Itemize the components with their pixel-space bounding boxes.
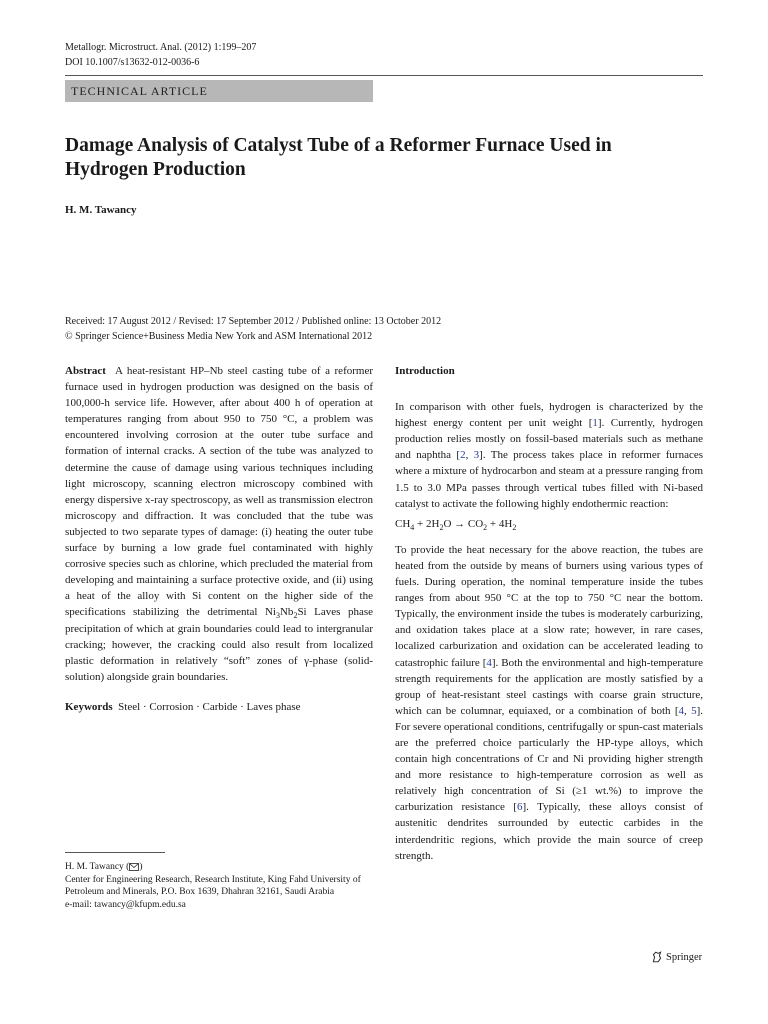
eq-sub: 4 xyxy=(410,522,415,532)
text-run: ]. Currently, hydrogen production relies mostly on fossil-based materials such as methane and naphtha [ xyxy=(395,417,703,462)
citation-link[interactable]: 4 xyxy=(678,704,685,717)
text-run: ]. For severe operational conditions, centrifugally or spun-cast materials are the preferred choice particularly the HP-type alloys, which contain high concentrations of Cr and Ni providing higher strength and more resistance to high-temperature corrosion as well as relatively high concentration of Si (≥1 wt.%) to improve the carburization resistance [ xyxy=(395,704,704,814)
eq-part: O → CO xyxy=(443,517,484,530)
paper-title: Damage Analysis of Catalyst Tube of a Reformer Furnace Used in Hydrogen Production xyxy=(65,135,612,180)
header-rule xyxy=(65,75,703,76)
eq-sub: 2 xyxy=(512,522,517,532)
citation-link[interactable]: 5 xyxy=(691,704,697,717)
article-type-banner: TECHNICAL ARTICLE xyxy=(65,80,373,102)
eq-part: + 4H xyxy=(487,517,513,530)
abstract-sub: 2 xyxy=(293,611,298,621)
text-run: ]. Both the environmental and high-temperature strength requirements for the application are mostly satisfied by a group of heat-resistant steel castings with coarse grain structure, which can be columnar, equiaxed, or a combination of both [ xyxy=(395,656,703,717)
doi[interactable]: DOI 10.1007/s13632-012-0036-6 xyxy=(65,57,200,68)
springer-horse-icon xyxy=(651,951,663,963)
authors: H. M. Tawancy xyxy=(65,204,137,216)
history-dates: Received: 17 August 2012 / Revised: 17 September 2012 / Published online: 13 October 2012 xyxy=(65,316,442,327)
footnote-author-name: H. M. Tawancy ( xyxy=(65,862,130,872)
abstract-sub: 3 xyxy=(275,611,280,621)
envelope-icon[interactable] xyxy=(129,862,139,872)
abstract-text-2: Si Laves phase precipitation of which at grain boundaries could lead to intergranular cracking; however, the cracking could also result from localized plastic deformation in relatively “soft” zones of γ-phase (solid-solution) alongside grain boundaries. xyxy=(65,606,373,683)
eq-part: CH xyxy=(395,517,411,530)
text-run: , xyxy=(684,704,692,717)
author-footnote xyxy=(65,861,373,912)
publisher-name: Springer xyxy=(666,951,703,963)
eq-sub: 2 xyxy=(483,522,488,532)
keywords xyxy=(65,699,373,715)
text-run: To provide the heat necessary for the above reaction, the tubes are heated from the outside by means of burners using various types of fuels. During operation, the nominal temperature inside the tubes ranges from about 950 °C at the top to 750 °C near the bottom. Typically, the environment inside the tubes is moderately carburizing, and oxidation takes place at a slow rate; however, in rare cases, localized carburization and oxidation can be accelerated leading to catastrophic failure [ xyxy=(395,543,703,669)
abstract-text-1: A heat-resistant HP–Nb steel casting tube of a reformer furnace used in hydrogen production was designed on the basis of 100,000-h service life. However, after about 400 h of operation at temperatures ranging from about 950 to 750 °C, a problem was encountered involving corrosion at the outer tube surface and formation of internal cracks. A section of the tube was analyzed to determine the cause of damage using various techniques including light microscopy, scanning electron microscopy combined with energy dispersive x-ray spectroscopy, as well as transmission electron microscopy and diffraction. It was concluded that the tube was subjected to two separate types of damage: (i) heating the outer tube surface by burning a low grade fuel contaminated with highly corrosive species such as chlorine, which precluded the material from developing and maintaining a surface protective oxide, and (ii) using a heat of the alloy with Si content on the higher side of the specifications stabilizing the detrimental Ni xyxy=(65,365,373,619)
citation-link[interactable]: 2 xyxy=(460,449,466,462)
journal-header xyxy=(65,40,256,70)
section-heading-introduction: Introduction xyxy=(395,365,455,377)
footnote-email[interactable]: e-mail: tawancy@kfupm.edu.sa xyxy=(65,900,186,911)
publication-dates xyxy=(65,314,441,344)
text-run: In comparison with other fuels, hydrogen is characterized by the highest energy content per unit weight [ xyxy=(395,401,703,430)
intro-paragraph-2 xyxy=(395,542,703,864)
abstract-mid: Nb xyxy=(279,606,294,619)
footnote-affiliation: Center for Engineering Research, Research Institute, King Fahd University of Petroleum and Minerals, P.O. Box 1639, Dhahran 32161, Saudi Arabia xyxy=(65,874,361,898)
text-run: ]. Typically, these alloys consist of austenitic dendrites surrounded by eutectic carbides in the interdendritic regions, which provide the main source of creep strength. xyxy=(395,801,703,862)
left-column xyxy=(65,363,373,715)
citation-link[interactable]: 3 xyxy=(473,449,480,462)
eq-sub: 2 xyxy=(439,522,444,532)
eq-part: + 2H xyxy=(414,517,440,530)
citation-link[interactable]: 1 xyxy=(592,417,598,430)
text-run: , xyxy=(465,449,474,462)
intro-paragraph-1 xyxy=(395,399,703,512)
footnote-author-end: ) xyxy=(139,862,143,872)
citation-link[interactable]: 6 xyxy=(516,801,523,814)
footnote-rule xyxy=(65,852,165,853)
copyright: © Springer Science+Business Media New York and ASM International 2012 xyxy=(65,331,373,342)
citation-link[interactable]: 4 xyxy=(486,656,492,669)
reaction-equation xyxy=(395,516,703,532)
footnote-author xyxy=(65,861,373,874)
publisher-logo xyxy=(651,951,702,963)
abstract-label: Abstract xyxy=(65,365,106,377)
journal-citation: Metallogr. Microstruct. Anal. (2012) 1:199–207 xyxy=(65,42,257,53)
right-column xyxy=(395,363,703,864)
text-run: ]. The process takes place in reformer furnaces where a mixture of hydrocarbon and steam at a pressure ranging from 1.5 to 3.0 MPa passes through vertical tubes filled with Ni-based catalyst to activate the following highly endothermic reaction: xyxy=(395,449,703,510)
abstract xyxy=(65,363,373,685)
keywords-text: Steel · Corrosion · Carbide · Laves phase xyxy=(118,700,301,713)
keywords-label: Keywords xyxy=(65,700,113,713)
